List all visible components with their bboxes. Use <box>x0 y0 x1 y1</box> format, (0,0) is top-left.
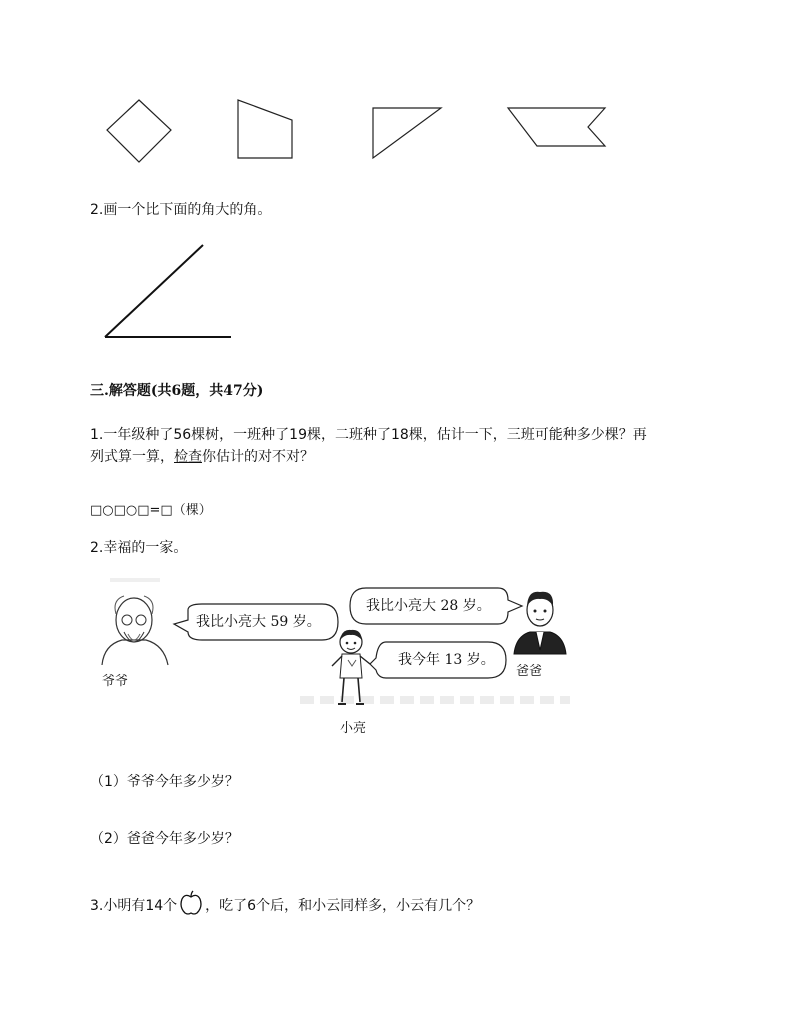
grandpa-label: 爷爷 <box>102 674 129 689</box>
problem1-line1: 1.一年级种了56棵树，一班种了19棵，二班种了18棵，估计一下，三班可能种多少棵？再 <box>90 427 647 443</box>
problem1-formula: □○□○□=□（棵） <box>90 503 212 518</box>
shapes-row <box>0 90 794 170</box>
xiaoliang-label: 小亮 <box>340 721 367 736</box>
section3-heading: 三.解答题(共6题，共47分) <box>90 383 264 399</box>
trapezoid-shape <box>238 100 292 158</box>
angle-figure <box>100 240 240 344</box>
q2-prompt: 2.画一个比下面的角大的角。 <box>90 202 272 218</box>
angle-ray-upper <box>105 245 203 337</box>
problem3-before: 3.小明有14个 <box>90 898 178 914</box>
xiaoliang-speech: 我今年 13 岁。 <box>398 652 495 668</box>
grandpa-figure <box>94 590 174 670</box>
problem1-check-word: 检查 <box>174 449 202 465</box>
problem1-line2-after: 你估计的对不对？ <box>202 449 314 465</box>
dad-figure <box>510 584 570 656</box>
problem3 <box>90 890 480 917</box>
triangle-shape <box>373 108 441 158</box>
flag-shape <box>508 108 605 146</box>
problem2-sub1: （1）爷爷今年多少岁？ <box>90 774 239 790</box>
problem1-line2-before: 列式算一算， <box>90 449 174 465</box>
dad-speech: 我比小亮大 28 岁。 <box>366 598 491 614</box>
problem1-line2 <box>90 446 314 468</box>
xiaoliang-figure <box>328 626 374 710</box>
problem2-sub2: （2）爸爸今年多少岁？ <box>90 831 239 847</box>
problem3-after: ，吃了6个后，和小云同样多，小云有几个？ <box>205 898 481 914</box>
family-illustration <box>90 572 580 742</box>
grandpa-speech: 我比小亮大 59 岁。 <box>196 614 321 630</box>
diamond-shape <box>107 100 171 162</box>
dad-label: 爸爸 <box>516 664 543 679</box>
apple-icon <box>179 890 203 916</box>
problem2-title: 2.幸福的一家。 <box>90 540 188 556</box>
